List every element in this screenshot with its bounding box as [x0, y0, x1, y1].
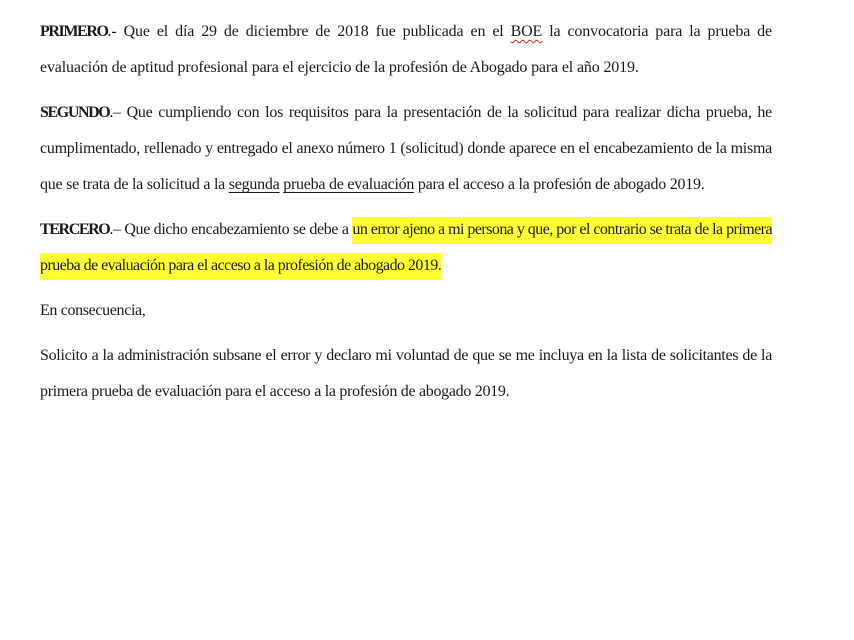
- tercero-text-start: Que dicho encabezamiento se debe a: [124, 221, 353, 238]
- highlighted-text: un error ajeno a mi persona y que, por el contrario se trata de la primera prueba de evaluación para el acceso a la profesión de abogado 2019.: [40, 217, 772, 280]
- prueba-evaluacion-underlined: prueba de evaluación: [283, 176, 415, 193]
- tercero-heading: TERCERO: [40, 221, 110, 238]
- segundo-heading: SEGUNDO: [40, 104, 110, 121]
- primero-text-start: Que el día 29 de diciembre de 2018 fue publicada en el: [123, 23, 511, 40]
- primero-heading: PRIMERO: [40, 23, 108, 40]
- document-body: [40, 14, 772, 410]
- segundo-separator: .–: [109, 104, 127, 121]
- paragraph-segundo: [40, 95, 772, 203]
- paragraph-primero: [40, 14, 772, 86]
- paragraph-consecuencia: En consecuencia,: [40, 302, 146, 319]
- primero-separator: .-: [107, 23, 124, 40]
- segundo-text-start: Que cumpliendo con los requisitos para la presentación de la solicitud para realizar dicha prueba, he cumplimentado, rellenado y entregado el anexo número 1 (solicitud) donde aparece en el encabezamiento de la misma que se trata de la solicitud a la: [40, 104, 773, 193]
- paragraph-tercero: [40, 212, 772, 284]
- segundo-text-end: para el acceso a la profesión de abogado 2019.: [414, 176, 705, 193]
- boe-spellcheck-word: BOE: [510, 23, 543, 40]
- segunda-underlined: segunda: [228, 176, 280, 193]
- tercero-separator: .–: [109, 221, 125, 238]
- primero-text-end: la convocatoria para la prueba de evaluación de aptitud profesional para el ejercicio de la profesión de Abogado para el año 2019.: [40, 23, 772, 76]
- paragraph-solicito: Solicito a la administración subsane el error y declaro mi voluntad de que se me incluya en la lista de solicitantes de la primera prueba de evaluación para el acceso a la profesión de abogado 2019.: [40, 347, 772, 400]
